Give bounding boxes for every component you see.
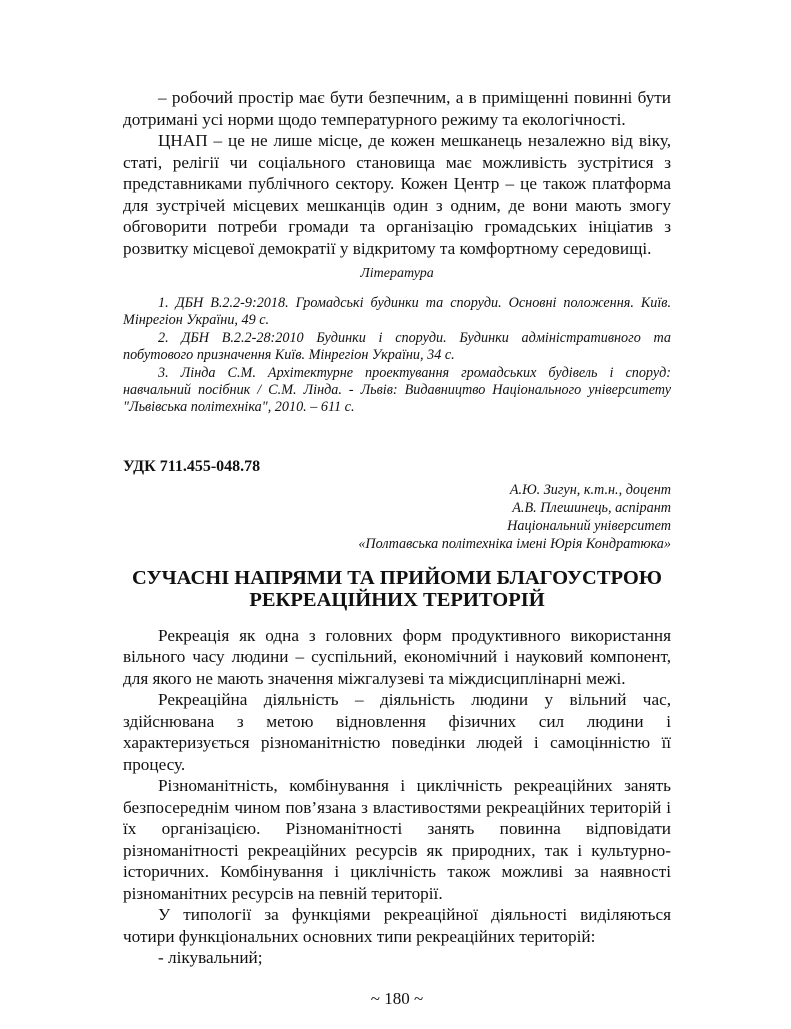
paragraph: Різноманітність, комбінування і циклічність рекреаційних занять безпосереднім чином пов’язана з властивостями рекреаційних територій і їх організацією. Різноманітності занять повинна відповідати різноманітності рекреаційних ресурсів як природних, так і культурно-історичних. Комбінування і циклічність також можливі за наявності різноманітних ресурсів на певній території. [123,776,671,903]
paragraph: У типології за функціями рекреаційної діяльності виділяються чотири функціональних основних типи рекреаційних територій: [123,905,671,946]
paragraph: – робочий простір має бути безпечним, а в приміщенні повинні бути дотримані усі норми щодо температурного режиму та екологічності. [123,88,671,129]
list-item: - лікувальний; [158,948,263,968]
author-line: А.Ю. Зигун, к.т.н., доцент [509,481,671,498]
paragraph: Рекреаційна діяльність – діяльність людини у вільний час, здійснювана з метою відновлення фізичних сил людини і характеризується різноманітністю поведінки людей і самоцінністю її процесу. [123,690,671,774]
paragraph: ЦНАП – це не лише місце, де кожен мешканець незалежно від віку, статі, релігії чи соціального становища має можливість зустрітися з представниками публічного сектору. Кожен Центр – це також платформа для зустрічей місцевих мешканців один з одним, де вони мають змогу обговорити потреби громади та організацію громадських ініціатив з розвитку місцевої демократії у відкритому та комфортному середовищі. [123,131,671,258]
page-number: ~ 180 ~ [370,988,424,1008]
udk-code: УДК 711.455-048.78 [123,457,261,475]
intro-text [123,87,671,259]
reference-item: 3. Лінда С.М. Архітектурне проектування громадських будівель і споруд: навчальний посібник / С.М. Лінда. - Львів: Видавництво Національного університету "Львівська політехніка", 2010. – 611 с. [123,364,671,416]
affiliation-line: Національний університет [507,517,671,534]
reference-list [123,295,671,417]
reference-item: 2. ДБН В.2.2-28:2010 Будинки і споруди. Будинки адміністративного та побутового призначення Київ. Мінрегіон України, 34 с. [123,329,671,364]
article-title [123,567,671,611]
title-line: РЕКРЕАЦІЙНИХ ТЕРИТОРІЙ [249,588,545,611]
authors-block [123,481,671,553]
literature-heading: Література [360,266,434,281]
title-line: СУЧАСНІ НАПРЯМИ ТА ПРИЙОМИ БЛАГОУСТРОЮ [132,566,662,589]
affiliation-line: «Полтавська політехніка імені Юрія Кондратюка» [358,535,671,552]
author-line: А.В. Плешинець, аспірант [512,499,671,516]
reference-item: 1. ДБН В.2.2-9:2018. Громадські будинки та споруди. Основні положення. Київ. Мінрегіон України, 49 с. [123,295,671,329]
paragraph: Рекреація як одна з головних форм продуктивного використання вільного часу людини – суспільний, економічний і науковий компонент, для якого не мають значення міжгалузеві та міждисциплінарні межі. [123,625,671,688]
article-body [123,625,671,969]
